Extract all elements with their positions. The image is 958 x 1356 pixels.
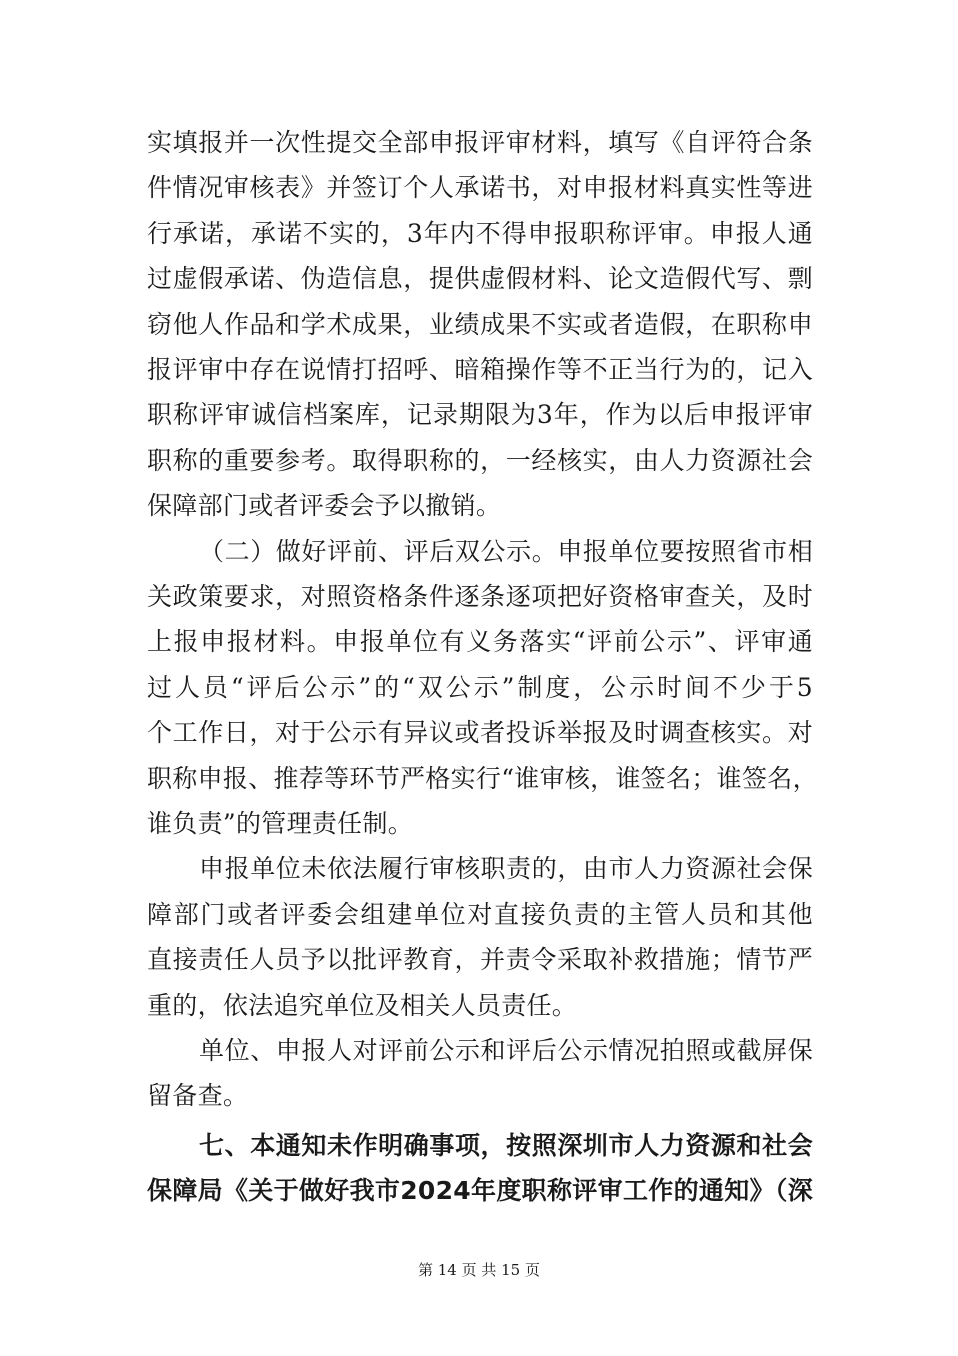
- paragraph-line: 申报单位未依法履行审核职责的，由市人力资源社会保: [199, 854, 813, 883]
- paragraph-line: 单位、申报人对评前公示和评后公示情况拍照或截屏保: [199, 1036, 813, 1065]
- paragraph-line: 直接责任人员予以批评教育，并责令采取补救措施；情节严: [147, 945, 813, 974]
- paragraph-line: 障部门或者评委会组建单位对直接负责的主管人员和其他: [147, 900, 813, 929]
- paragraph-line: 职称申报、推荐等环节严格实行“谁审核，谁签名；谁签名，: [147, 764, 818, 793]
- paragraph-line: （二）做好评前、评后双公示。申报单位要按照省市相: [199, 537, 813, 566]
- paragraph-line: 报评审中存在说情打招呼、暗箱操作等不正当行为的，记入: [147, 355, 813, 384]
- paragraph-line: 过虚假承诺、伪造信息，提供虚假材料、论文造假代写、剽: [147, 264, 813, 293]
- paragraph-line: 谁负责”的管理责任制。: [147, 809, 414, 838]
- paragraph-line: 过人员“评后公示”的“双公示”制度，公示时间不少于5: [147, 673, 813, 702]
- paragraph-line: 重的，依法追究单位及相关人员责任。: [147, 991, 578, 1020]
- paragraph-line: 行承诺，承诺不实的，3年内不得申报职称评审。申报人通: [147, 219, 813, 248]
- paragraph-line: 窃他人作品和学术成果，业绩成果不实或者造假，在职称申: [147, 310, 813, 339]
- paragraph-line: 留备查。: [147, 1081, 249, 1110]
- paragraph-line: 个工作日，对于公示有异议或者投诉举报及时调查核实。对: [147, 718, 813, 747]
- paragraph-line: 上报申报材料。申报单位有义务落实“评前公示”、评审通: [147, 627, 813, 656]
- paragraph-line: 实填报并一次性提交全部申报评审材料，填写《自评符合条: [147, 128, 813, 157]
- section-heading-line: 保障局《关于做好我市2024年度职称评审工作的通知》（深: [147, 1176, 813, 1205]
- section-heading-line: 七、本通知未作明确事项，按照深圳市人力资源和社会: [199, 1131, 813, 1160]
- paragraph-line: 关政策要求，对照资格条件逐条逐项把好资格审查关，及时: [147, 582, 813, 611]
- paragraph-line: 件情况审核表》并签订个人承诺书，对申报材料真实性等进: [147, 173, 813, 202]
- paragraph-line: 保障部门或者评委会予以撤销。: [147, 491, 502, 520]
- paragraph-line: 职称的重要参考。取得职称的，一经核实，由人力资源社会: [147, 446, 813, 475]
- paragraph-line: 职称评审诚信档案库，记录期限为3年，作为以后申报评审: [147, 400, 813, 429]
- page-footer: 第 14 页 共 15 页: [417, 1261, 540, 1279]
